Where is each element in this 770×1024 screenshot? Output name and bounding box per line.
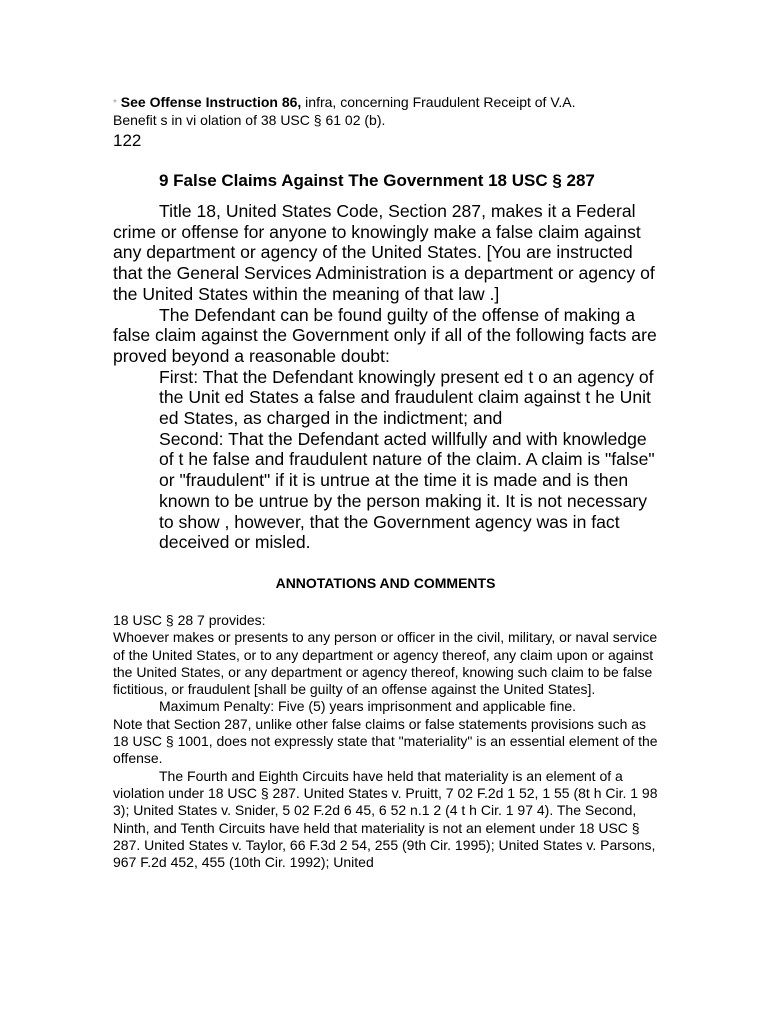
- document-page: [113, 94, 658, 871]
- instruction-title: 9 False Claims Against The Government 18 USC § 287: [159, 171, 595, 190]
- element-first: First: That the Defendant knowingly present ed t o an agency of the Unit ed States a false and fraudulent claim against t he Unit ed States, as charged in the indictment; and: [159, 366, 654, 429]
- materiality-note: Note that Section 287, unlike other false claims or false statements provisions such as 18 USC § 1001, does not expressly state that "materiality" is an essential element of the offense.: [113, 715, 658, 767]
- page-number: 122: [113, 131, 142, 150]
- statute-intro: 18 USC § 28 7 provides:: [113, 611, 266, 628]
- footnote-text: infra, concerning Fraudulent Receipt of V.A.: [301, 94, 576, 110]
- statute-text: Whoever makes or presents to any person or officer in the civil, military, or naval service of the United States, or to any department or agency thereof, any claim upon or against the United States, or any department or agency thereof, knowing such claim to be false fictitious, or fraudulent [shall be guilty of an offense against the United States].: [113, 629, 658, 698]
- footnote-marker: *: [113, 98, 117, 109]
- maximum-penalty: Maximum Penalty: Five (5) years imprisonment and applicable fine.: [159, 698, 577, 715]
- instruction-paragraph-1: Title 18, United States Code, Section 287, makes it a Federal crime or offense for anyone to knowingly make a false claim against any department or agency of the United States. [You are instructed that the General Services Administration is a department or agency of the United States within the meaning of that law .]: [113, 201, 655, 304]
- footnote: [113, 94, 658, 129]
- footnote-reference: See Offense Instruction 86,: [120, 94, 302, 110]
- instruction-paragraph-2: The Defendant can be found guilty of the offense of making a false claim against the Government only if all of the following facts are proved beyond a reasonable doubt:: [113, 304, 657, 366]
- element-second: Second: That the Defendant acted willfully and with knowledge of t he false and fraudulent nature of the claim. A claim is "false" or "fraudulent" if it is untrue at the time it is made and is then known to be untrue by the person making it. It is not necessary to show , however, that the Government agency was in fact deceived or misled.: [159, 428, 655, 553]
- footnote-text-line2: Benefit s in vi olation of 38 USC § 61 02 (b).: [113, 112, 386, 128]
- circuits-paragraph: The Fourth and Eighth Circuits have held that materiality is an element of a violation under 18 USC § 287. United States v. Pruitt, 7 02 F.2d 1 52, 1 55 (8t h Cir. 1 98 3); United States v. Snider, 5 02 F.2d 6 45, 6 52 n.1 2 (4 t h Cir. 1 97 4). The Second, Ninth, and Tenth Circuits have held that materiality is not an element under 18 USC § 287. United States v. Taylor, 66 F.3d 2 54, 255 (9th Cir. 1995); United States v. Parsons, 967 F.2d 452, 455 (10th Cir. 1992); United: [113, 767, 658, 871]
- annotations-heading: ANNOTATIONS AND COMMENTS: [275, 574, 496, 591]
